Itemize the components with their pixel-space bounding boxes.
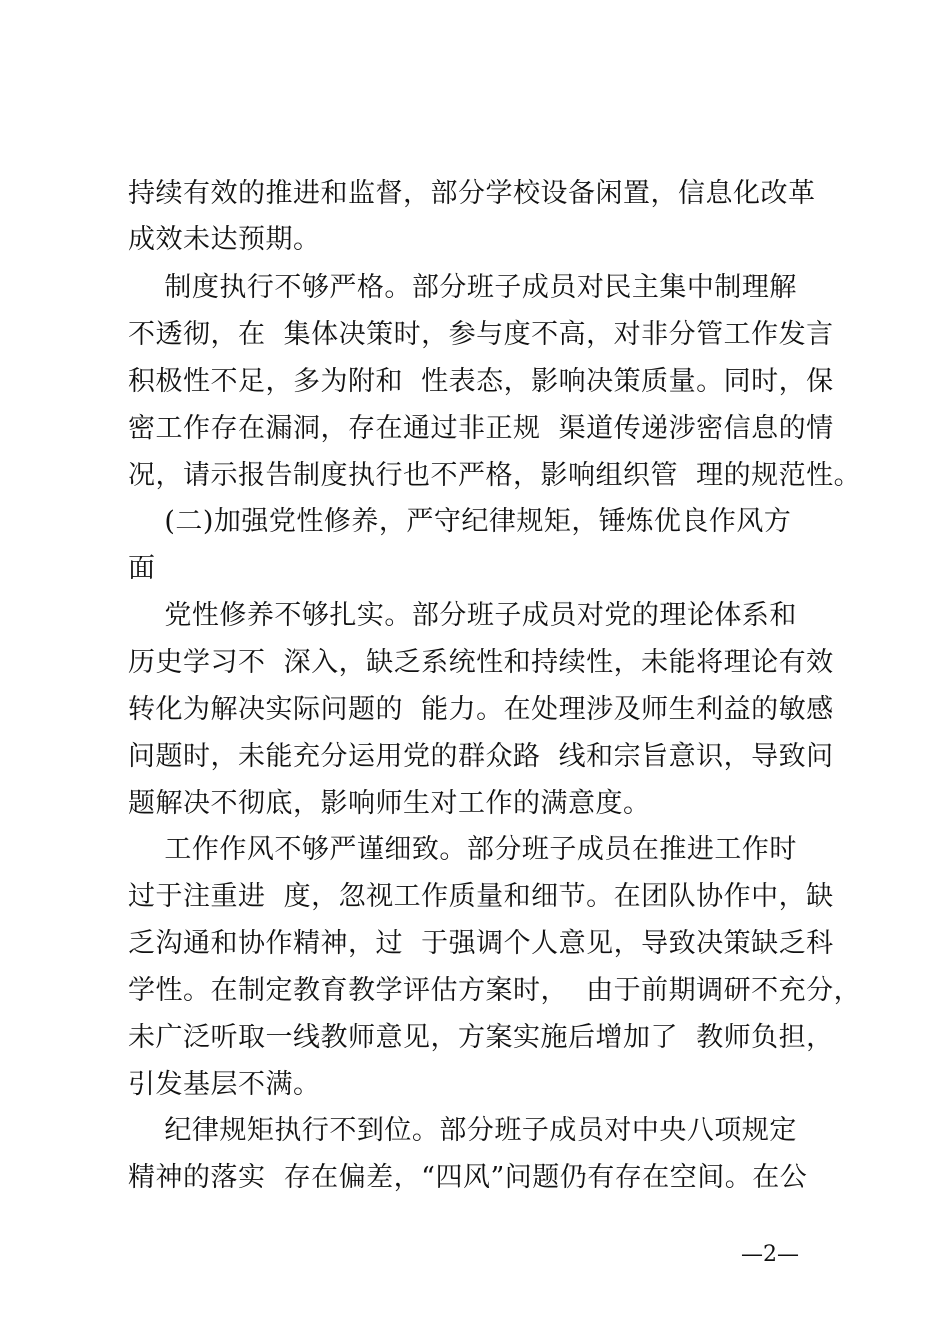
text-line: 未广泛听取一线教师意见，方案实施后增加了 教师负担，: [128, 1022, 834, 1053]
text-line: 转化为解决实际问题的 能力。在处理涉及师生利益的敏感: [128, 694, 834, 725]
text-line: 持续有效的推进和监督，部分学校设备闲置，信息化改革: [128, 178, 816, 209]
text-line: 题解决不彻底，影响师生对工作的满意度。: [128, 788, 651, 819]
text-line: 制度执行不够严格。部分班子成员对民主集中制理解: [128, 272, 797, 303]
section-heading: (二)加强党性修养，严守纪律规矩，锤炼优良作风方: [128, 506, 792, 537]
text-line: 纪律规矩执行不到位。部分班子成员对中央八项规定: [128, 1115, 797, 1146]
text-line: 精神的落实 存在偏差，“四风”问题仍有存在空间。在公: [128, 1162, 808, 1193]
page-number: —2—: [741, 1242, 799, 1267]
text-line: 党性修养不够扎实。部分班子成员对党的理论体系和: [128, 600, 797, 631]
text-line: 不透彻，在 集体决策时，参与度不高，对非分管工作发言: [128, 319, 834, 350]
text-line: 成效未达预期。: [128, 224, 321, 255]
text-line: 积极性不足，多为附和 性表态，影响决策质量。同时，保: [128, 366, 834, 397]
text-line: 工作作风不够严谨细致。部分班子成员在推进工作时: [128, 834, 797, 865]
text-line: 乏沟通和协作精神，过 于强调个人意见，导致决策缺乏科: [128, 928, 834, 959]
text-line: 况，请示报告制度执行也不严格，影响组织管 理的规范性。: [128, 460, 862, 491]
text-line: 过于注重进 度，忽视工作质量和细节。在团队协作中，缺: [128, 881, 834, 912]
text-line: 引发基层不满。: [128, 1069, 321, 1100]
text-line: 学性。在制定教育教学评估方案时， 由于前期调研不充分，: [128, 975, 862, 1006]
text-line: 历史学习不 深入，缺乏系统性和持续性，未能将理论有效: [128, 647, 834, 678]
text-line: 密工作存在漏洞，存在通过非正规 渠道传递涉密信息的情: [128, 413, 834, 444]
section-heading: 面: [128, 553, 156, 584]
text-line: 问题时，未能充分运用党的群众路 线和宗旨意识，导致问: [128, 741, 834, 772]
